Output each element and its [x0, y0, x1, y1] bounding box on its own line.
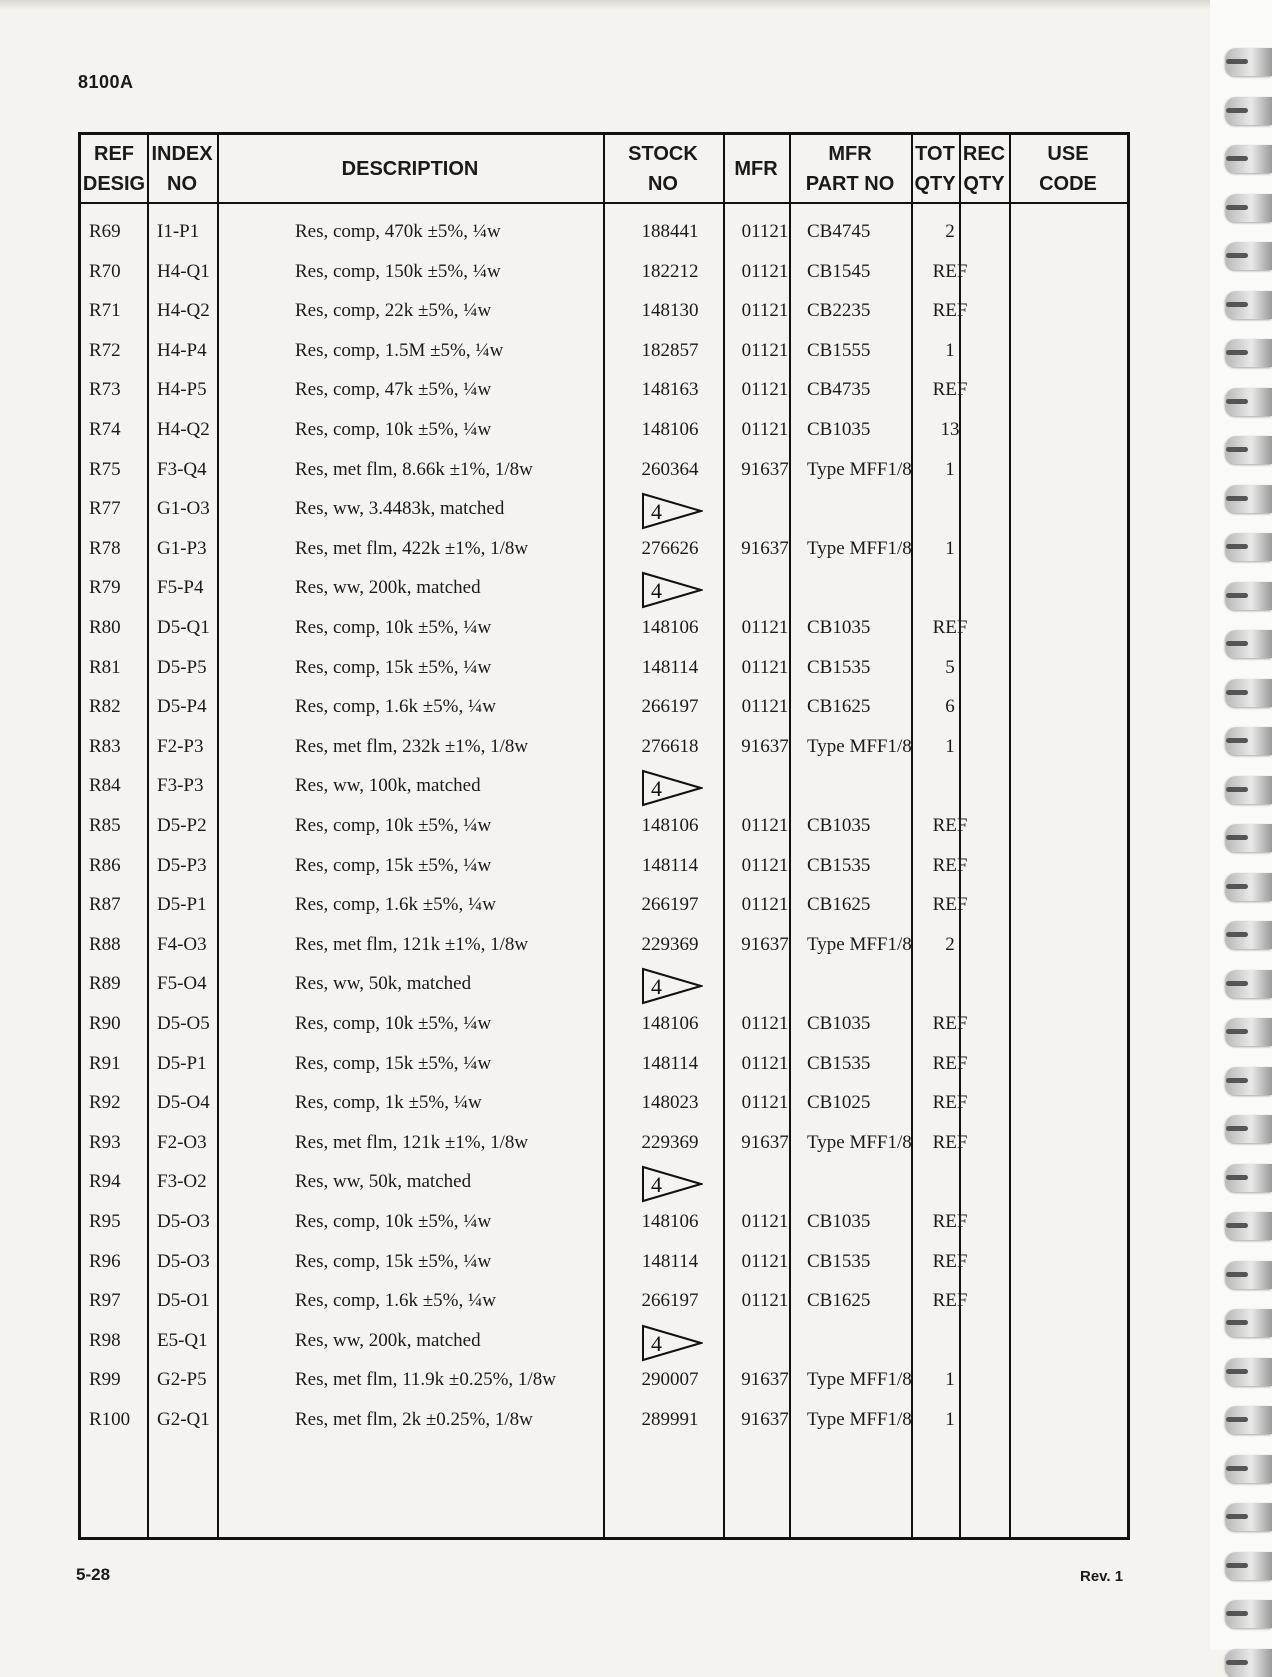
cell-stock: 148114: [641, 1052, 699, 1074]
binding-ring: [1226, 436, 1272, 464]
cell-mfr: 01121: [741, 1013, 789, 1034]
cell-mfr: 01121: [741, 894, 789, 916]
cell-part: CB1035: [807, 1211, 871, 1232]
cell-idx: D5-P1: [157, 894, 207, 916]
binding-ring: [1226, 776, 1272, 804]
document-id: 8100A: [78, 72, 134, 92]
cell-mfr: 01121: [741, 1290, 789, 1312]
cell-idx: F2-P3: [157, 735, 204, 757]
binding-ring: [1226, 1503, 1272, 1531]
cell-desc: Res, met flm, 2k ±0.25%, 1/8w: [295, 1409, 533, 1430]
cell-tot: 1: [945, 735, 955, 757]
cell-tot: REF: [932, 379, 968, 401]
cell-desc: Res, comp, 15k ±5%, ¼w: [295, 854, 492, 876]
note-number: 4: [651, 578, 662, 604]
cell-idx: H4-P5: [157, 379, 207, 401]
table-row: [81, 1207, 1127, 1247]
cell-mfr: 91637: [741, 735, 789, 757]
cell-idx: E5-Q1: [157, 1329, 208, 1351]
table-row: [81, 1405, 1127, 1445]
cell-desc: Res, comp, 1.6k ±5%, ¼w: [295, 894, 496, 916]
cell-tot: 1: [945, 1409, 955, 1430]
table-row: [81, 890, 1127, 930]
cell-tot: 6: [945, 696, 955, 718]
cell-mfr: 01121: [741, 696, 789, 718]
cell-ref: R98: [89, 1329, 121, 1351]
cell-stock: 266197: [641, 696, 699, 718]
cell-mfr: 91637: [741, 1369, 789, 1391]
cell-part: CB1035: [807, 617, 871, 638]
cell-stock: 148106: [641, 1211, 699, 1232]
binding-ring: [1226, 582, 1272, 610]
binding-ring: [1226, 533, 1272, 561]
cell-stock: 188441: [641, 221, 699, 242]
cell-ref: R90: [89, 1013, 121, 1034]
binding-spine: [1210, 0, 1272, 1650]
cell-tot: REF: [932, 1052, 968, 1074]
table-row: [81, 534, 1127, 574]
cell-stock: 148106: [641, 815, 699, 836]
cell-desc: Res, comp, 15k ±5%, ¼w: [295, 656, 492, 678]
cell-desc: Res, comp, 470k ±5%, ¼w: [295, 221, 501, 242]
binding-ring: [1226, 1406, 1272, 1434]
cell-idx: D5-P4: [157, 696, 207, 718]
binding-ring: [1226, 242, 1272, 270]
binding-ring: [1226, 194, 1272, 222]
table-row: [81, 1128, 1127, 1168]
note-flag-icon: [641, 571, 703, 609]
binding-ring: [1226, 1552, 1272, 1580]
table-row: [81, 930, 1127, 970]
binding-ring: [1226, 1115, 1272, 1143]
cell-ref: R81: [89, 656, 121, 678]
cell-stock: 182212: [641, 260, 699, 282]
column-header-ref: REF DESIG: [82, 142, 146, 195]
cell-idx: F3-P3: [157, 775, 204, 797]
cell-ref: R89: [89, 973, 121, 995]
cell-part: CB4745: [807, 221, 871, 242]
cell-ref: R71: [89, 300, 121, 322]
cell-idx: F5-O4: [157, 973, 207, 995]
cell-ref: R82: [89, 696, 121, 718]
table-row: [81, 296, 1127, 336]
cell-mfr: 01121: [741, 1052, 789, 1074]
cell-tot: REF: [932, 300, 968, 322]
cell-tot: 1: [945, 537, 955, 559]
note-flag-icon: [641, 1165, 703, 1203]
cell-mfr: 01121: [741, 260, 789, 282]
cell-part: CB1545: [807, 260, 871, 282]
cell-desc: Res, comp, 10k ±5%, ¼w: [295, 1211, 492, 1232]
cell-idx: F3-Q4: [157, 458, 207, 480]
cell-stock: 148114: [641, 1250, 699, 1272]
binding-ring: [1226, 485, 1272, 513]
binding-ring: [1226, 1600, 1272, 1628]
cell-ref: R93: [89, 1131, 121, 1153]
cell-desc: Res, ww, 3.4483k, matched: [295, 498, 505, 520]
page-top-edge: [0, 0, 1272, 10]
cell-ref: R100: [89, 1409, 131, 1430]
table-row: [81, 771, 1127, 811]
cell-idx: G1-P3: [157, 537, 207, 559]
cell-idx: D5-P3: [157, 854, 207, 876]
cell-mfr: 01121: [741, 419, 789, 440]
table-row: [81, 336, 1127, 376]
cell-desc: Res, met flm, 11.9k ±0.25%, 1/8w: [295, 1369, 556, 1391]
cell-tot: REF: [932, 1211, 968, 1232]
cell-stock: 148114: [641, 656, 699, 678]
cell-ref: R73: [89, 379, 121, 401]
cell-stock: 290007: [641, 1369, 699, 1391]
cell-mfr: 01121: [741, 300, 789, 322]
cell-stock: 148106: [641, 419, 699, 440]
cell-ref: R88: [89, 933, 121, 955]
cell-part: CB4735: [807, 379, 871, 401]
cell-mfr: 01121: [741, 1092, 789, 1114]
cell-ref: R72: [89, 339, 121, 361]
binding-ring: [1226, 1309, 1272, 1337]
cell-stock: 266197: [641, 894, 699, 916]
binding-ring: [1226, 388, 1272, 416]
cell-mfr: 01121: [741, 1211, 789, 1232]
cell-idx: H4-P4: [157, 339, 207, 361]
binding-ring: [1226, 824, 1272, 852]
cell-tot: REF: [932, 815, 968, 836]
cell-part: CB1625: [807, 894, 871, 916]
cell-part: CB1535: [807, 1250, 871, 1272]
cell-idx: D5-P5: [157, 656, 207, 678]
cell-mfr: 01121: [741, 656, 789, 678]
cell-desc: Res, comp, 1.6k ±5%, ¼w: [295, 696, 496, 718]
table-row: [81, 573, 1127, 613]
cell-part: Type MFF1/8: [807, 1409, 912, 1430]
table-row: [81, 494, 1127, 534]
cell-mfr: 01121: [741, 339, 789, 361]
binding-ring: [1226, 1164, 1272, 1192]
cell-stock: 148130: [641, 300, 699, 322]
cell-ref: R70: [89, 260, 121, 282]
cell-part: Type MFF1/8: [807, 458, 912, 480]
cell-ref: R74: [89, 419, 121, 440]
column-header-part: MFR PART NO: [805, 142, 895, 195]
binding-ring: [1226, 970, 1272, 998]
cell-desc: Res, met flm, 422k ±1%, 1/8w: [295, 537, 529, 559]
table-row: [81, 1247, 1127, 1287]
column-header-use: USE CODE: [1039, 142, 1097, 195]
binding-ring: [1226, 1212, 1272, 1240]
cell-desc: Res, comp, 47k ±5%, ¼w: [295, 379, 492, 401]
cell-stock: 148106: [641, 1013, 699, 1034]
cell-mfr: 01121: [741, 854, 789, 876]
table-grid: [81, 135, 1127, 1537]
page-number: 5-28: [76, 1565, 111, 1584]
cell-tot: REF: [932, 260, 968, 282]
table-row: [81, 217, 1127, 257]
cell-ref: R83: [89, 735, 121, 757]
note-number: 4: [651, 1172, 662, 1198]
cell-part: Type MFF1/8: [807, 933, 912, 955]
cell-desc: Res, comp, 1.5M ±5%, ¼w: [295, 339, 504, 361]
column-header-mfr: MFR: [734, 157, 778, 180]
binding-ring: [1226, 1358, 1272, 1386]
table-row: [81, 613, 1127, 653]
cell-part: CB1035: [807, 1013, 871, 1034]
cell-part: CB1535: [807, 656, 871, 678]
cell-part: CB1555: [807, 339, 871, 361]
cell-ref: R84: [89, 775, 121, 797]
cell-tot: REF: [932, 1131, 968, 1153]
binding-ring: [1226, 1018, 1272, 1046]
cell-stock: 266197: [641, 1290, 699, 1312]
note-number: 4: [651, 974, 662, 1000]
cell-mfr: 91637: [741, 1409, 789, 1430]
cell-idx: I1-P1: [157, 221, 200, 242]
note-flag-icon: [641, 769, 703, 807]
cell-tot: 5: [945, 656, 955, 678]
cell-desc: Res, comp, 150k ±5%, ¼w: [295, 260, 501, 282]
binding-ring: [1226, 679, 1272, 707]
cell-idx: D5-O3: [157, 1211, 210, 1232]
cell-ref: R75: [89, 458, 121, 480]
cell-idx: D5-Q1: [157, 617, 210, 638]
cell-stock: 148106: [641, 617, 699, 638]
cell-desc: Res, ww, 50k, matched: [295, 973, 472, 995]
binding-ring: [1226, 145, 1272, 173]
cell-part: Type MFF1/8: [807, 735, 912, 757]
note-number: 4: [651, 776, 662, 802]
cell-stock: 289991: [641, 1409, 699, 1430]
cell-part: Type MFF1/8: [807, 537, 912, 559]
cell-stock: 229369: [641, 933, 699, 955]
cell-part: CB1625: [807, 1290, 871, 1312]
cell-idx: H4-Q2: [157, 419, 210, 440]
cell-stock: 148114: [641, 854, 699, 876]
cell-desc: Res, comp, 10k ±5%, ¼w: [295, 617, 492, 638]
cell-idx: H4-Q1: [157, 260, 210, 282]
parts-list-table: [78, 132, 1130, 1540]
table-row: [81, 1365, 1127, 1405]
cell-desc: Res, met flm, 232k ±1%, 1/8w: [295, 735, 529, 757]
note-flag-icon: [641, 1324, 703, 1362]
cell-stock: 148163: [641, 379, 699, 401]
cell-ref: R69: [89, 221, 121, 242]
binding-ring: [1226, 630, 1272, 658]
cell-desc: Res, comp, 15k ±5%, ¼w: [295, 1052, 492, 1074]
table-row: [81, 851, 1127, 891]
column-header-desc: DESCRIPTION: [341, 157, 479, 180]
cell-ref: R92: [89, 1092, 121, 1114]
cell-part: CB1025: [807, 1092, 871, 1114]
cell-ref: R94: [89, 1171, 121, 1193]
cell-part: CB2235: [807, 300, 871, 322]
cell-tot: REF: [932, 617, 968, 638]
cell-ref: R91: [89, 1052, 121, 1074]
cell-tot: REF: [932, 1290, 968, 1312]
cell-tot: REF: [932, 854, 968, 876]
cell-stock: 276618: [641, 735, 699, 757]
cell-tot: 2: [945, 221, 955, 242]
cell-desc: Res, ww, 200k, matched: [295, 577, 481, 599]
cell-desc: Res, comp, 15k ±5%, ¼w: [295, 1250, 492, 1272]
note-flag-icon: [641, 967, 703, 1005]
table-row: [81, 455, 1127, 495]
table-row: [81, 969, 1127, 1009]
cell-mfr: 91637: [741, 458, 789, 480]
cell-part: CB1535: [807, 1052, 871, 1074]
cell-idx: D5-P1: [157, 1052, 207, 1074]
cell-mfr: 01121: [741, 815, 789, 836]
cell-idx: F3-O2: [157, 1171, 207, 1193]
cell-idx: F2-O3: [157, 1131, 207, 1153]
cell-stock: 260364: [641, 458, 699, 480]
cell-ref: R87: [89, 894, 121, 916]
cell-mfr: 01121: [741, 379, 789, 401]
cell-tot: REF: [932, 1250, 968, 1272]
cell-stock: 276626: [641, 537, 699, 559]
column-header-tot: TOT QTY: [914, 142, 956, 195]
binding-ring: [1226, 921, 1272, 949]
cell-idx: G1-O3: [157, 498, 210, 520]
cell-ref: R95: [89, 1211, 121, 1232]
cell-tot: 13: [940, 419, 960, 440]
cell-ref: R85: [89, 815, 121, 836]
cell-desc: Res, met flm, 121k ±1%, 1/8w: [295, 933, 529, 955]
cell-stock: 182857: [641, 339, 699, 361]
table-row: [81, 653, 1127, 693]
cell-ref: R78: [89, 537, 121, 559]
cell-part: Type MFF1/8: [807, 1131, 912, 1153]
cell-mfr: 01121: [741, 1250, 789, 1272]
table-row: [81, 692, 1127, 732]
cell-desc: Res, met flm, 8.66k ±1%, 1/8w: [295, 458, 533, 480]
cell-idx: H4-Q2: [157, 300, 210, 322]
cell-ref: R97: [89, 1290, 121, 1312]
cell-part: CB1535: [807, 854, 871, 876]
cell-desc: Res, comp, 10k ±5%, ¼w: [295, 419, 492, 440]
cell-idx: D5-O5: [157, 1013, 210, 1034]
table-row: [81, 1009, 1127, 1049]
cell-tot: 1: [945, 458, 955, 480]
revision-label: Rev. 1: [1080, 1568, 1124, 1585]
cell-ref: R79: [89, 577, 121, 599]
cell-tot: REF: [932, 894, 968, 916]
cell-idx: D5-O3: [157, 1250, 210, 1272]
binding-ring: [1226, 1067, 1272, 1095]
table-row: [81, 732, 1127, 772]
cell-ref: R96: [89, 1250, 121, 1272]
cell-mfr: 91637: [741, 1131, 789, 1153]
cell-idx: F5-P4: [157, 577, 204, 599]
cell-desc: Res, comp, 1.6k ±5%, ¼w: [295, 1290, 496, 1312]
cell-tot: 1: [945, 1369, 955, 1391]
table-row: [81, 1326, 1127, 1366]
cell-ref: R99: [89, 1369, 121, 1391]
table-row: [81, 257, 1127, 297]
binding-ring: [1226, 873, 1272, 901]
table-row: [81, 811, 1127, 851]
cell-tot: 1: [945, 339, 955, 361]
binding-ring: [1226, 1455, 1272, 1483]
cell-part: CB1035: [807, 419, 871, 440]
binding-ring: [1226, 97, 1272, 125]
cell-part: CB1625: [807, 696, 871, 718]
cell-ref: R77: [89, 498, 121, 520]
table-row: [81, 1088, 1127, 1128]
cell-idx: D5-O4: [157, 1092, 210, 1114]
binding-ring: [1226, 339, 1272, 367]
binding-ring: [1226, 1261, 1272, 1289]
note-number: 4: [651, 499, 662, 525]
cell-ref: R86: [89, 854, 121, 876]
cell-mfr: 01121: [741, 617, 789, 638]
cell-stock: 148023: [641, 1092, 699, 1114]
binding-ring: [1226, 1649, 1272, 1677]
binding-ring: [1226, 291, 1272, 319]
cell-tot: 2: [945, 933, 955, 955]
cell-part: CB1035: [807, 815, 871, 836]
cell-idx: F4-O3: [157, 933, 207, 955]
cell-stock: 229369: [641, 1131, 699, 1153]
table-row: [81, 415, 1127, 455]
cell-idx: G2-P5: [157, 1369, 207, 1391]
table-row: [81, 375, 1127, 415]
table-row: [81, 1286, 1127, 1326]
binding-ring: [1226, 48, 1272, 76]
cell-desc: Res, ww, 200k, matched: [295, 1329, 481, 1351]
table-row: [81, 1049, 1127, 1089]
cell-desc: Res, comp, 10k ±5%, ¼w: [295, 815, 492, 836]
table-row: [81, 1167, 1127, 1207]
cell-desc: Res, comp, 22k ±5%, ¼w: [295, 300, 492, 322]
cell-desc: Res, ww, 100k, matched: [295, 775, 481, 797]
column-header-rec: REC QTY: [962, 142, 1006, 195]
cell-tot: REF: [932, 1013, 968, 1034]
cell-mfr: 91637: [741, 933, 789, 955]
binding-ring: [1226, 727, 1272, 755]
cell-idx: G2-Q1: [157, 1409, 210, 1430]
cell-idx: D5-O1: [157, 1290, 210, 1312]
cell-desc: Res, comp, 1k ±5%, ¼w: [295, 1092, 482, 1114]
note-number: 4: [651, 1330, 662, 1356]
cell-part: Type MFF1/8: [807, 1369, 912, 1391]
column-header-stock: STOCK NO: [628, 142, 698, 195]
note-flag-icon: [641, 492, 703, 530]
column-header-idx: INDEX NO: [151, 142, 213, 195]
cell-tot: REF: [932, 1092, 968, 1114]
cell-desc: Res, met flm, 121k ±1%, 1/8w: [295, 1131, 529, 1153]
cell-idx: D5-P2: [157, 815, 207, 836]
cell-mfr: 91637: [741, 537, 789, 559]
cell-desc: Res, ww, 50k, matched: [295, 1171, 472, 1193]
cell-ref: R80: [89, 617, 121, 638]
cell-desc: Res, comp, 10k ±5%, ¼w: [295, 1013, 492, 1034]
cell-mfr: 01121: [741, 221, 789, 242]
